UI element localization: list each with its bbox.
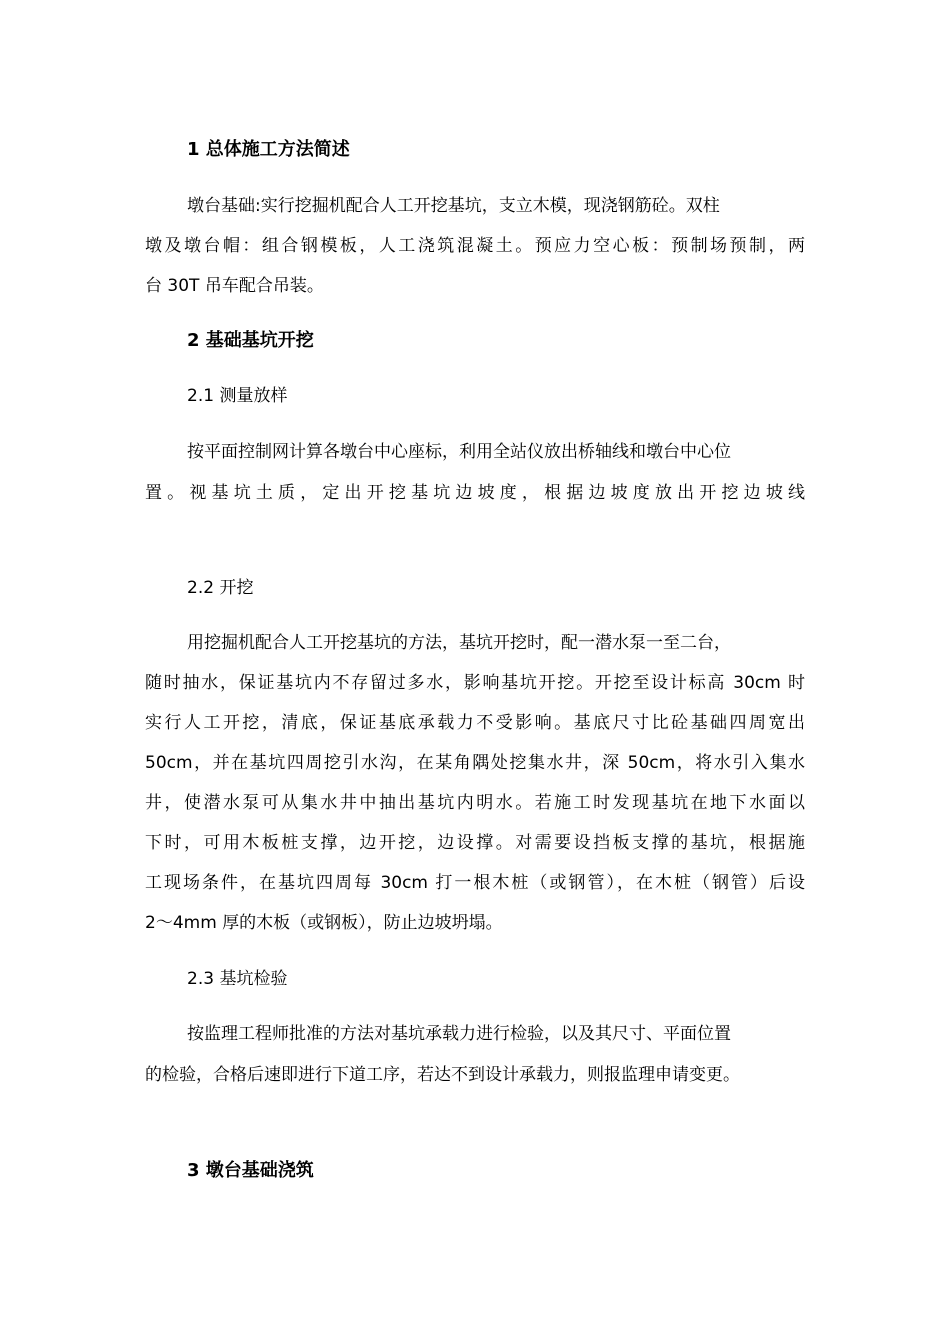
paragraph-line: 墩台基础:实行挖掘机配合人工开挖基坑，支立木模，现浇钢筋砼。双柱 (187, 196, 720, 216)
paragraph-line: 用挖掘机配合人工开挖基坑的方法，基坑开挖时，配一潜水泵一至二台， (187, 633, 731, 653)
paragraph-line: 下时，可用木板桩支撑，边开挖，边设撑。对需要设挡板支撑的基坑，根据施 (145, 833, 805, 853)
subheading-2-3: 2.3 基坑检验 (187, 969, 288, 989)
subheading-2-1: 2.1 测量放样 (187, 386, 288, 406)
paragraph-line: 实行人工开挖，清底，保证基底承载力不受影响。基底尺寸比砼基础四周宽出 (145, 713, 805, 733)
paragraph-line: 置。视基坑土质，定出开挖基坑边坡度，根据边坡度放出开挖边坡线 (145, 483, 805, 503)
paragraph-line: 50cm，并在基坑四周挖引水沟，在某角隅处挖集水井，深 50cm，将水引入集水 (145, 753, 805, 773)
paragraph-line: 按平面控制网计算各墩台中心座标，利用全站仪放出桥轴线和墩台中心位 (187, 442, 731, 462)
heading-section-3: 3 墩台基础浇筑 (187, 1160, 314, 1181)
paragraph-line: 井，使潜水泵可从集水井中抽出基坑内明水。若施工时发现基坑在地下水面以 (145, 793, 805, 813)
paragraph-line: 墩及墩台帽：组合钢模板，人工浇筑混凝土。预应力空心板：预制场预制，两 (145, 236, 805, 256)
subheading-2-2: 2.2 开挖 (187, 578, 254, 598)
paragraph-line: 随时抽水，保证基坑内不存留过多水，影响基坑开挖。开挖至设计标高 30cm 时 (145, 673, 805, 693)
paragraph-line: 台 30T 吊车配合吊装。 (145, 276, 324, 296)
paragraph-line: 的检验，合格后速即进行下道工序，若达不到设计承载力，则报监理申请变更。 (145, 1065, 740, 1085)
paragraph-line: 按监理工程师批准的方法对基坑承载力进行检验，以及其尺寸、平面位置 (187, 1024, 731, 1044)
heading-section-1: 1 总体施工方法简述 (187, 139, 350, 160)
paragraph-line: 2～4mm 厚的木板（或钢板），防止边坡坍塌。 (145, 913, 503, 933)
paragraph-line: 工现场条件，在基坑四周每 30cm 打一根木桩（或钢管），在木桩（钢管）后设 (145, 873, 805, 893)
heading-section-2: 2 基础基坑开挖 (187, 330, 314, 351)
